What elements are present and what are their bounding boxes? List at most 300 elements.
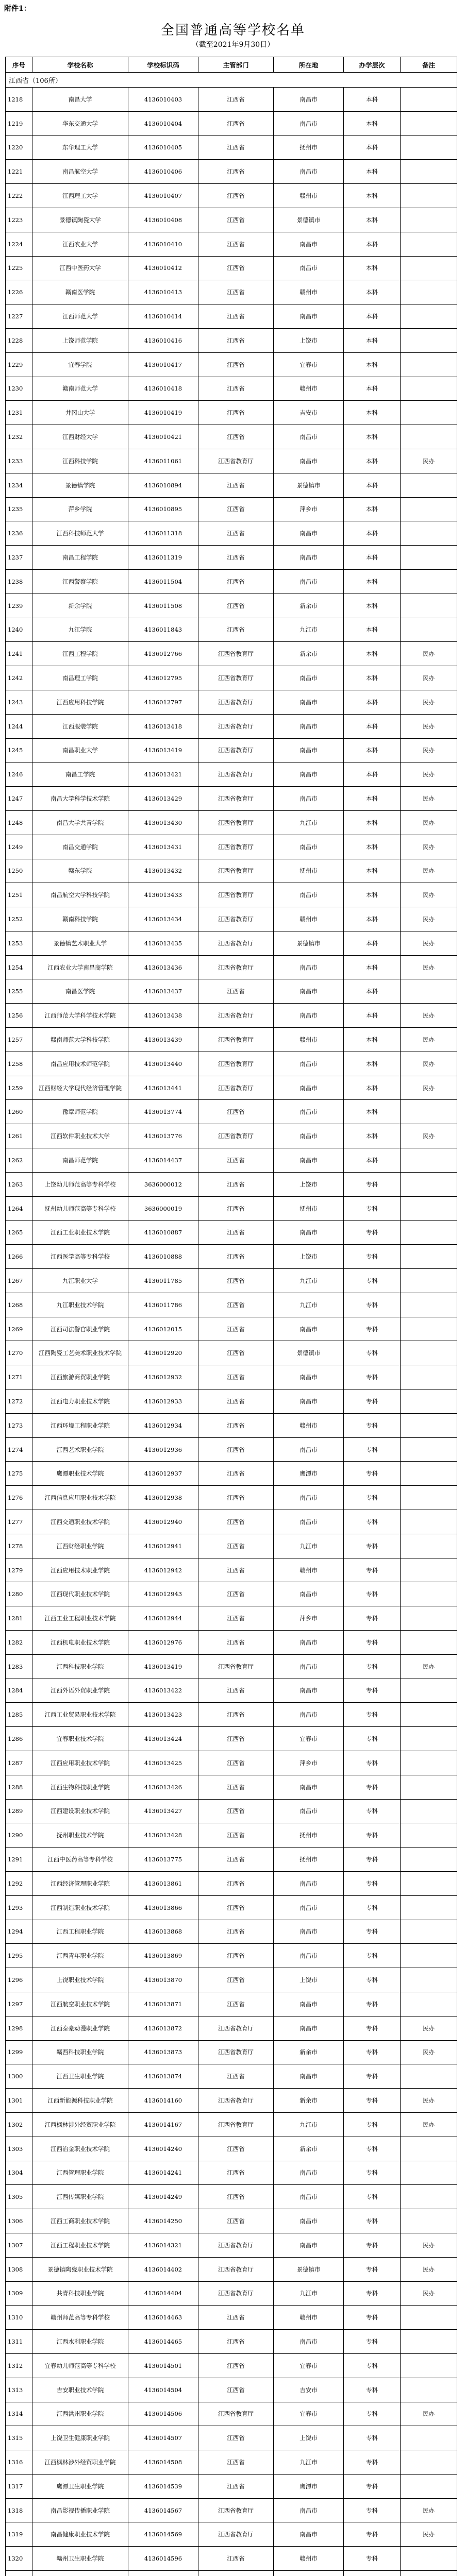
school-name-cell: 江西工业工程职业技术学院 [32,1606,128,1631]
level-cell: 本科 [344,1124,401,1148]
location-cell: 景德镇市 [274,208,344,232]
table-row [6,425,457,449]
school-name-cell: 江西科技职业学院 [32,1654,128,1679]
table-row [6,256,457,280]
school-code-cell: 4136014167 [128,2112,198,2137]
authority-cell: 江西省 [198,232,274,256]
seq-cell: 1297 [6,1992,32,2016]
seq-cell: 1260 [6,1100,32,1124]
seq-cell: 1235 [6,497,32,521]
level-cell: 本科 [344,1028,401,1052]
authority-cell: 江西省 [198,1558,274,1582]
location-cell: 南昌市 [274,521,344,546]
remarks-cell [401,1848,457,1872]
location-cell: 南昌市 [274,1679,344,1703]
school-code-cell: 4136012938 [128,1486,198,1510]
authority-cell: 江西省 [198,979,274,1004]
remarks-cell [401,1486,457,1510]
school-name-cell: 江西冶金职业技术学院 [32,2137,128,2161]
table-row [6,979,457,1004]
seq-cell: 1295 [6,1944,32,1968]
authority-cell: 江西省 [198,618,274,642]
table-row [6,2112,457,2137]
authority-cell: 江西省教育厅 [198,2089,274,2113]
remarks-cell [401,1437,457,1462]
school-code-cell: 4136013421 [128,762,198,787]
remarks-cell [401,1606,457,1631]
school-code-cell: 4136012015 [128,1317,198,1341]
seq-cell: 1254 [6,955,32,979]
school-code-cell: 4136014504 [128,2378,198,2402]
school-name-cell: 赣州师范高等专科学校 [32,2306,128,2330]
table-row [6,521,457,546]
authority-cell: 江西省 [198,1462,274,1486]
school-code-cell: 4136014596 [128,2547,198,2571]
table-row [6,907,457,931]
school-name-cell: 江西工程学院 [32,642,128,666]
school-code-cell: 4136010404 [128,111,198,135]
seq-cell: 1263 [6,1172,32,1196]
level-cell: 专科 [344,1269,401,1293]
remarks-cell: 民办 [401,2112,457,2137]
remarks-cell [401,256,457,280]
level-cell: 本科 [344,787,401,811]
school-code-cell: 4136014465 [128,2330,198,2354]
authority-cell: 江西省 [198,2185,274,2209]
table-row [6,1534,457,1558]
table-row [6,280,457,304]
remarks-cell: 民办 [401,859,457,883]
table-row [6,1293,457,1317]
level-cell: 本科 [344,979,401,1004]
school-code-cell: 4136014463 [128,2306,198,2330]
school-code-cell: 4136010407 [128,184,198,208]
school-code-cell: 4136013432 [128,859,198,883]
school-code-cell: 4136014249 [128,2185,198,2209]
seq-cell: 1241 [6,642,32,666]
location-cell: 南昌市 [274,569,344,594]
authority-cell: 江西省 [198,1172,274,1196]
seq-cell: 1290 [6,1823,32,1848]
table-row [6,2426,457,2450]
remarks-cell [401,1775,457,1799]
authority-cell: 江西省 [198,1895,274,1920]
location-cell: 新余市 [274,2137,344,2161]
remarks-cell: 民办 [401,2233,457,2257]
seq-cell: 1252 [6,907,32,931]
remarks-cell [401,1703,457,1727]
location-cell: 上饶市 [274,1245,344,1269]
school-code-cell: 4136013866 [128,1895,198,1920]
remarks-cell [401,473,457,497]
table-row [6,232,457,256]
authority-cell: 江西省教育厅 [198,714,274,738]
seq-cell: 1273 [6,1413,32,1437]
remarks-cell [401,328,457,352]
school-code-cell: 4136013434 [128,907,198,931]
level-cell: 本科 [344,1148,401,1173]
level-cell: 专科 [344,1341,401,1365]
level-cell: 本科 [344,738,401,762]
table-row [6,1679,457,1703]
remarks-cell [401,546,457,570]
school-code-cell: 4136010414 [128,304,198,329]
school-name-cell: 江西财经大学现代经济管理学院 [32,1076,128,1100]
school-code-cell: 4136010894 [128,473,198,497]
school-name-cell: 南昌影视传播职业学院 [32,2498,128,2522]
seq-cell: 1249 [6,835,32,859]
table-row [6,1895,457,1920]
school-code-cell: 4136013868 [128,1920,198,1944]
table-row [6,666,457,690]
school-code-cell: 4136013439 [128,1028,198,1052]
seq-cell: 1269 [6,1317,32,1341]
remarks-cell [401,521,457,546]
location-cell: 宜春市 [274,1727,344,1751]
school-name-cell: 抚州职业技术学院 [32,1823,128,1848]
level-cell: 专科 [344,2161,401,2185]
header-school-code: 学校标识码 [128,57,198,73]
school-code-cell: 4136013436 [128,955,198,979]
seq-cell: 1311 [6,2330,32,2354]
seq-cell: 1292 [6,1871,32,1895]
authority-cell: 江西省 [198,401,274,425]
authority-cell: 江西省教育厅 [198,2522,274,2547]
seq-cell: 1242 [6,666,32,690]
location-cell: 南昌市 [274,1799,344,1823]
authority-cell: 江西省 [198,594,274,618]
table-row [6,1028,457,1052]
school-code-cell: 4136010412 [128,256,198,280]
table-row [6,1631,457,1655]
location-cell: 南昌市 [274,1631,344,1655]
remarks-cell: 民办 [401,810,457,835]
level-cell: 本科 [344,569,401,594]
school-code-cell: 4136010406 [128,160,198,184]
authority-cell: 江西省教育厅 [198,666,274,690]
location-cell [274,2571,344,2576]
seq-cell: 1264 [6,1196,32,1221]
seq-cell: 1294 [6,1920,32,1944]
authority-cell: 江西省 [198,1944,274,1968]
level-cell: 专科 [344,1799,401,1823]
level-cell: 本科 [344,666,401,690]
location-cell: 九江市 [274,1534,344,1558]
table-row [6,1413,457,1437]
table-row [6,2474,457,2498]
location-cell: 南昌市 [274,2330,344,2354]
authority-cell: 江西省 [198,160,274,184]
table-row [6,2089,457,2113]
location-cell: 南昌市 [274,1004,344,1028]
school-code-cell: 4136010408 [128,208,198,232]
school-code-cell: 4136012941 [128,1534,198,1558]
school-name-cell: 南昌健康职业技术学院 [32,2522,128,2547]
authority-cell: 江西省 [198,1703,274,1727]
authority-cell: 江西省教育厅 [198,2016,274,2040]
location-cell: 南昌市 [274,2064,344,2089]
seq-cell: 1283 [6,1654,32,1679]
school-name-cell: 上饶职业技术学院 [32,1968,128,1992]
table-row [6,1437,457,1462]
location-cell: 赣州市 [274,377,344,401]
level-cell: 本科 [344,256,401,280]
authority-cell: 江西省 [198,1317,274,1341]
level-cell: 本科 [344,859,401,883]
school-name-cell: 南昌大学共青学院 [32,810,128,835]
level-cell: 本科 [344,618,401,642]
remarks-cell [401,1944,457,1968]
seq-cell: 1314 [6,2402,32,2426]
school-code-cell: 4136013426 [128,1775,198,1799]
level-cell: 本科 [344,352,401,377]
school-code-cell: 4136014402 [128,2257,198,2281]
school-name-cell: 井冈山大学 [32,401,128,425]
remarks-cell: 民办 [401,690,457,714]
authority-cell: 江西省 [198,1437,274,1462]
location-cell: 上饶市 [274,2426,344,2450]
school-name-cell: 华东交通大学 [32,111,128,135]
location-cell: 九江市 [274,1269,344,1293]
school-code-cell: 4136011504 [128,569,198,594]
level-cell: 本科 [344,449,401,473]
seq-cell: 1274 [6,1437,32,1462]
seq-cell: 1317 [6,2474,32,2498]
location-cell: 九江市 [274,810,344,835]
location-cell: 景德镇市 [274,1341,344,1365]
school-name-cell: 江西卫生职业学院 [32,2064,128,2089]
school-code-cell: 4136010421 [128,425,198,449]
seq-cell: 1245 [6,738,32,762]
location-cell: 抚州市 [274,859,344,883]
authority-cell: 江西省 [198,1245,274,1269]
seq-cell: 1276 [6,1486,32,1510]
location-cell: 南昌市 [274,714,344,738]
level-cell: 本科 [344,1100,401,1124]
table-row [6,1944,457,1968]
level-cell: 本科 [344,377,401,401]
school-name-cell: 江西工程职业技术学院 [32,2233,128,2257]
school-name-cell: 江西环境工程职业学院 [32,1413,128,1437]
level-cell: 专科 [344,1293,401,1317]
seq-cell: 1237 [6,546,32,570]
location-cell: 南昌市 [274,1076,344,1100]
school-name-cell: 江西交通职业技术学院 [32,1510,128,1534]
seq-cell: 1251 [6,883,32,907]
remarks-cell [401,1341,457,1365]
location-cell: 南昌市 [274,1992,344,2016]
location-cell: 南昌市 [274,883,344,907]
authority-cell: 江西省 [198,1582,274,1606]
authority-cell: 江西省 [198,1775,274,1799]
school-code-cell: 4136012937 [128,1462,198,1486]
school-code-cell: 4136012795 [128,666,198,690]
school-name-cell: 江西服装学院 [32,714,128,738]
school-name-cell: 江西工商职业技术学院 [32,2209,128,2233]
level-cell: 专科 [344,1968,401,1992]
location-cell: 南昌市 [274,2161,344,2185]
table-row [6,2016,457,2040]
school-name-cell: 东华理工大学 [32,135,128,160]
school-name-cell: 江西中医药高等专科学校 [32,1848,128,1872]
school-name-cell: 鹰潭职业技术学院 [32,1462,128,1486]
table-row [6,2353,457,2378]
location-cell: 新余市 [274,594,344,618]
level-cell: 专科 [344,2306,401,2330]
remarks-cell [401,1895,457,1920]
location-cell: 南昌市 [274,546,344,570]
remarks-cell: 民办 [401,955,457,979]
remarks-cell [401,1631,457,1655]
school-code-cell: 4136013427 [128,1799,198,1823]
table-row [6,352,457,377]
level-cell: 专科 [344,1775,401,1799]
authority-cell: 江西省 [198,2330,274,2354]
remarks-cell [401,1534,457,1558]
location-cell: 九江市 [274,2281,344,2306]
school-code-cell: 4136013871 [128,1992,198,2016]
table-row [6,88,457,112]
table-row [6,835,457,859]
table-row [6,1654,457,1679]
school-code-cell: 3636000012 [128,1172,198,1196]
table-row [6,1076,457,1100]
school-code-cell: 4136013423 [128,1703,198,1727]
location-cell: 鹰潭市 [274,1462,344,1486]
remarks-cell: 民办 [401,931,457,955]
level-cell: 专科 [344,1317,401,1341]
seq-cell: 1267 [6,1269,32,1293]
seq-cell: 1308 [6,2257,32,2281]
seq-cell: 1300 [6,2064,32,2089]
location-cell: 新余市 [274,2040,344,2064]
location-cell: 南昌市 [274,2498,344,2522]
level-cell: 专科 [344,2089,401,2113]
school-code-cell: 4136010403 [128,88,198,112]
level-cell: 本科 [344,208,401,232]
seq-cell: 1257 [6,1028,32,1052]
seq-cell: 1286 [6,1727,32,1751]
authority-cell: 江西省教育厅 [198,810,274,835]
location-cell: 南昌市 [274,1389,344,1414]
level-cell: 专科 [344,1437,401,1462]
table-row [6,1582,457,1606]
school-name-cell: 江西信息应用职业技术学院 [32,1486,128,1510]
table-row [6,1341,457,1365]
level-cell: 专科 [344,2378,401,2402]
remarks-cell [401,1269,457,1293]
school-code-cell: 4136013776 [128,1124,198,1148]
seq-cell: 1227 [6,304,32,329]
school-code-cell: 4136010888 [128,1245,198,1269]
seq-cell: 1302 [6,2112,32,2137]
school-name-cell: 江西外语外贸职业学院 [32,1679,128,1703]
authority-cell: 江西省 [198,88,274,112]
school-code-cell: 4136013441 [128,1076,198,1100]
table-row [6,883,457,907]
level-cell: 专科 [344,1654,401,1679]
level-cell: 专科 [344,1920,401,1944]
location-cell: 新余市 [274,2089,344,2113]
school-name-cell: 江西传媒职业学院 [32,2185,128,2209]
remarks-cell [401,1317,457,1341]
remarks-cell [401,2306,457,2330]
seq-cell: 1304 [6,2161,32,2185]
remarks-cell [401,979,457,1004]
authority-cell: 江西省教育厅 [198,1654,274,1679]
level-cell: 专科 [344,1631,401,1655]
location-cell: 南昌市 [274,690,344,714]
school-name-cell: 上饶幼儿师范高等专科学校 [32,1172,128,1196]
school-name-cell: 新余学院 [32,594,128,618]
school-name-cell: 江西电力职业技术学院 [32,1389,128,1414]
school-code-cell: 4136013873 [128,2040,198,2064]
seq-cell: 1219 [6,111,32,135]
seq-cell: 1278 [6,1534,32,1558]
authority-cell: 江西省 [198,569,274,594]
province-label: 江西省（106所） [6,73,457,88]
authority-cell: 江西省 [198,111,274,135]
remarks-cell [401,1679,457,1703]
school-name-cell: 江西应用科技学院 [32,690,128,714]
table-row [6,2378,457,2402]
table-row [6,714,457,738]
authority-cell: 江西省教育厅 [198,1028,274,1052]
seq-cell: 1256 [6,1004,32,1028]
seq-cell: 1303 [6,2137,32,2161]
school-name-cell: 江西建设职业技术学院 [32,1799,128,1823]
seq-cell: 1222 [6,184,32,208]
level-cell: 专科 [344,2474,401,2498]
attachment-label: 附件1： [4,5,31,13]
authority-cell: 江西省 [198,1631,274,1655]
location-cell: 南昌市 [274,1654,344,1679]
seq-cell: 1285 [6,1703,32,1727]
authority-cell: 江西省 [198,1389,274,1414]
seq-cell: 1221 [6,160,32,184]
level-cell: 专科 [344,2426,401,2450]
authority-cell: 江西省教育厅 [198,1004,274,1028]
location-cell: 南昌市 [274,1895,344,1920]
school-name-cell: 江西管理职业学院 [32,2161,128,2185]
table-row [6,1317,457,1341]
location-cell: 萍乡市 [274,1606,344,1631]
remarks-cell [401,1196,457,1221]
remarks-cell: 民办 [401,2257,457,2281]
table-row [6,1871,457,1895]
location-cell: 南昌市 [274,1124,344,1148]
remarks-cell [401,88,457,112]
level-cell: 专科 [344,2450,401,2475]
table-row [6,497,457,521]
authority-cell: 江西省教育厅 [198,2498,274,2522]
school-name-cell: 南昌医学院 [32,979,128,1004]
table-row [6,931,457,955]
location-cell: 赣州市 [274,1413,344,1437]
remarks-cell: 民办 [401,2040,457,2064]
location-cell: 九江市 [274,2450,344,2475]
table-row [6,859,457,883]
authority-cell: 江西省 [198,1871,274,1895]
school-name-cell: 江西经济管理职业学院 [32,1871,128,1895]
authority-cell: 江西省 [198,425,274,449]
seq-cell: 1223 [6,208,32,232]
level-cell: 本科 [344,401,401,425]
header-location: 所在地 [274,57,344,73]
authority-cell: 江西省教育厅 [198,690,274,714]
table-row [6,2064,457,2089]
remarks-cell [401,1172,457,1196]
